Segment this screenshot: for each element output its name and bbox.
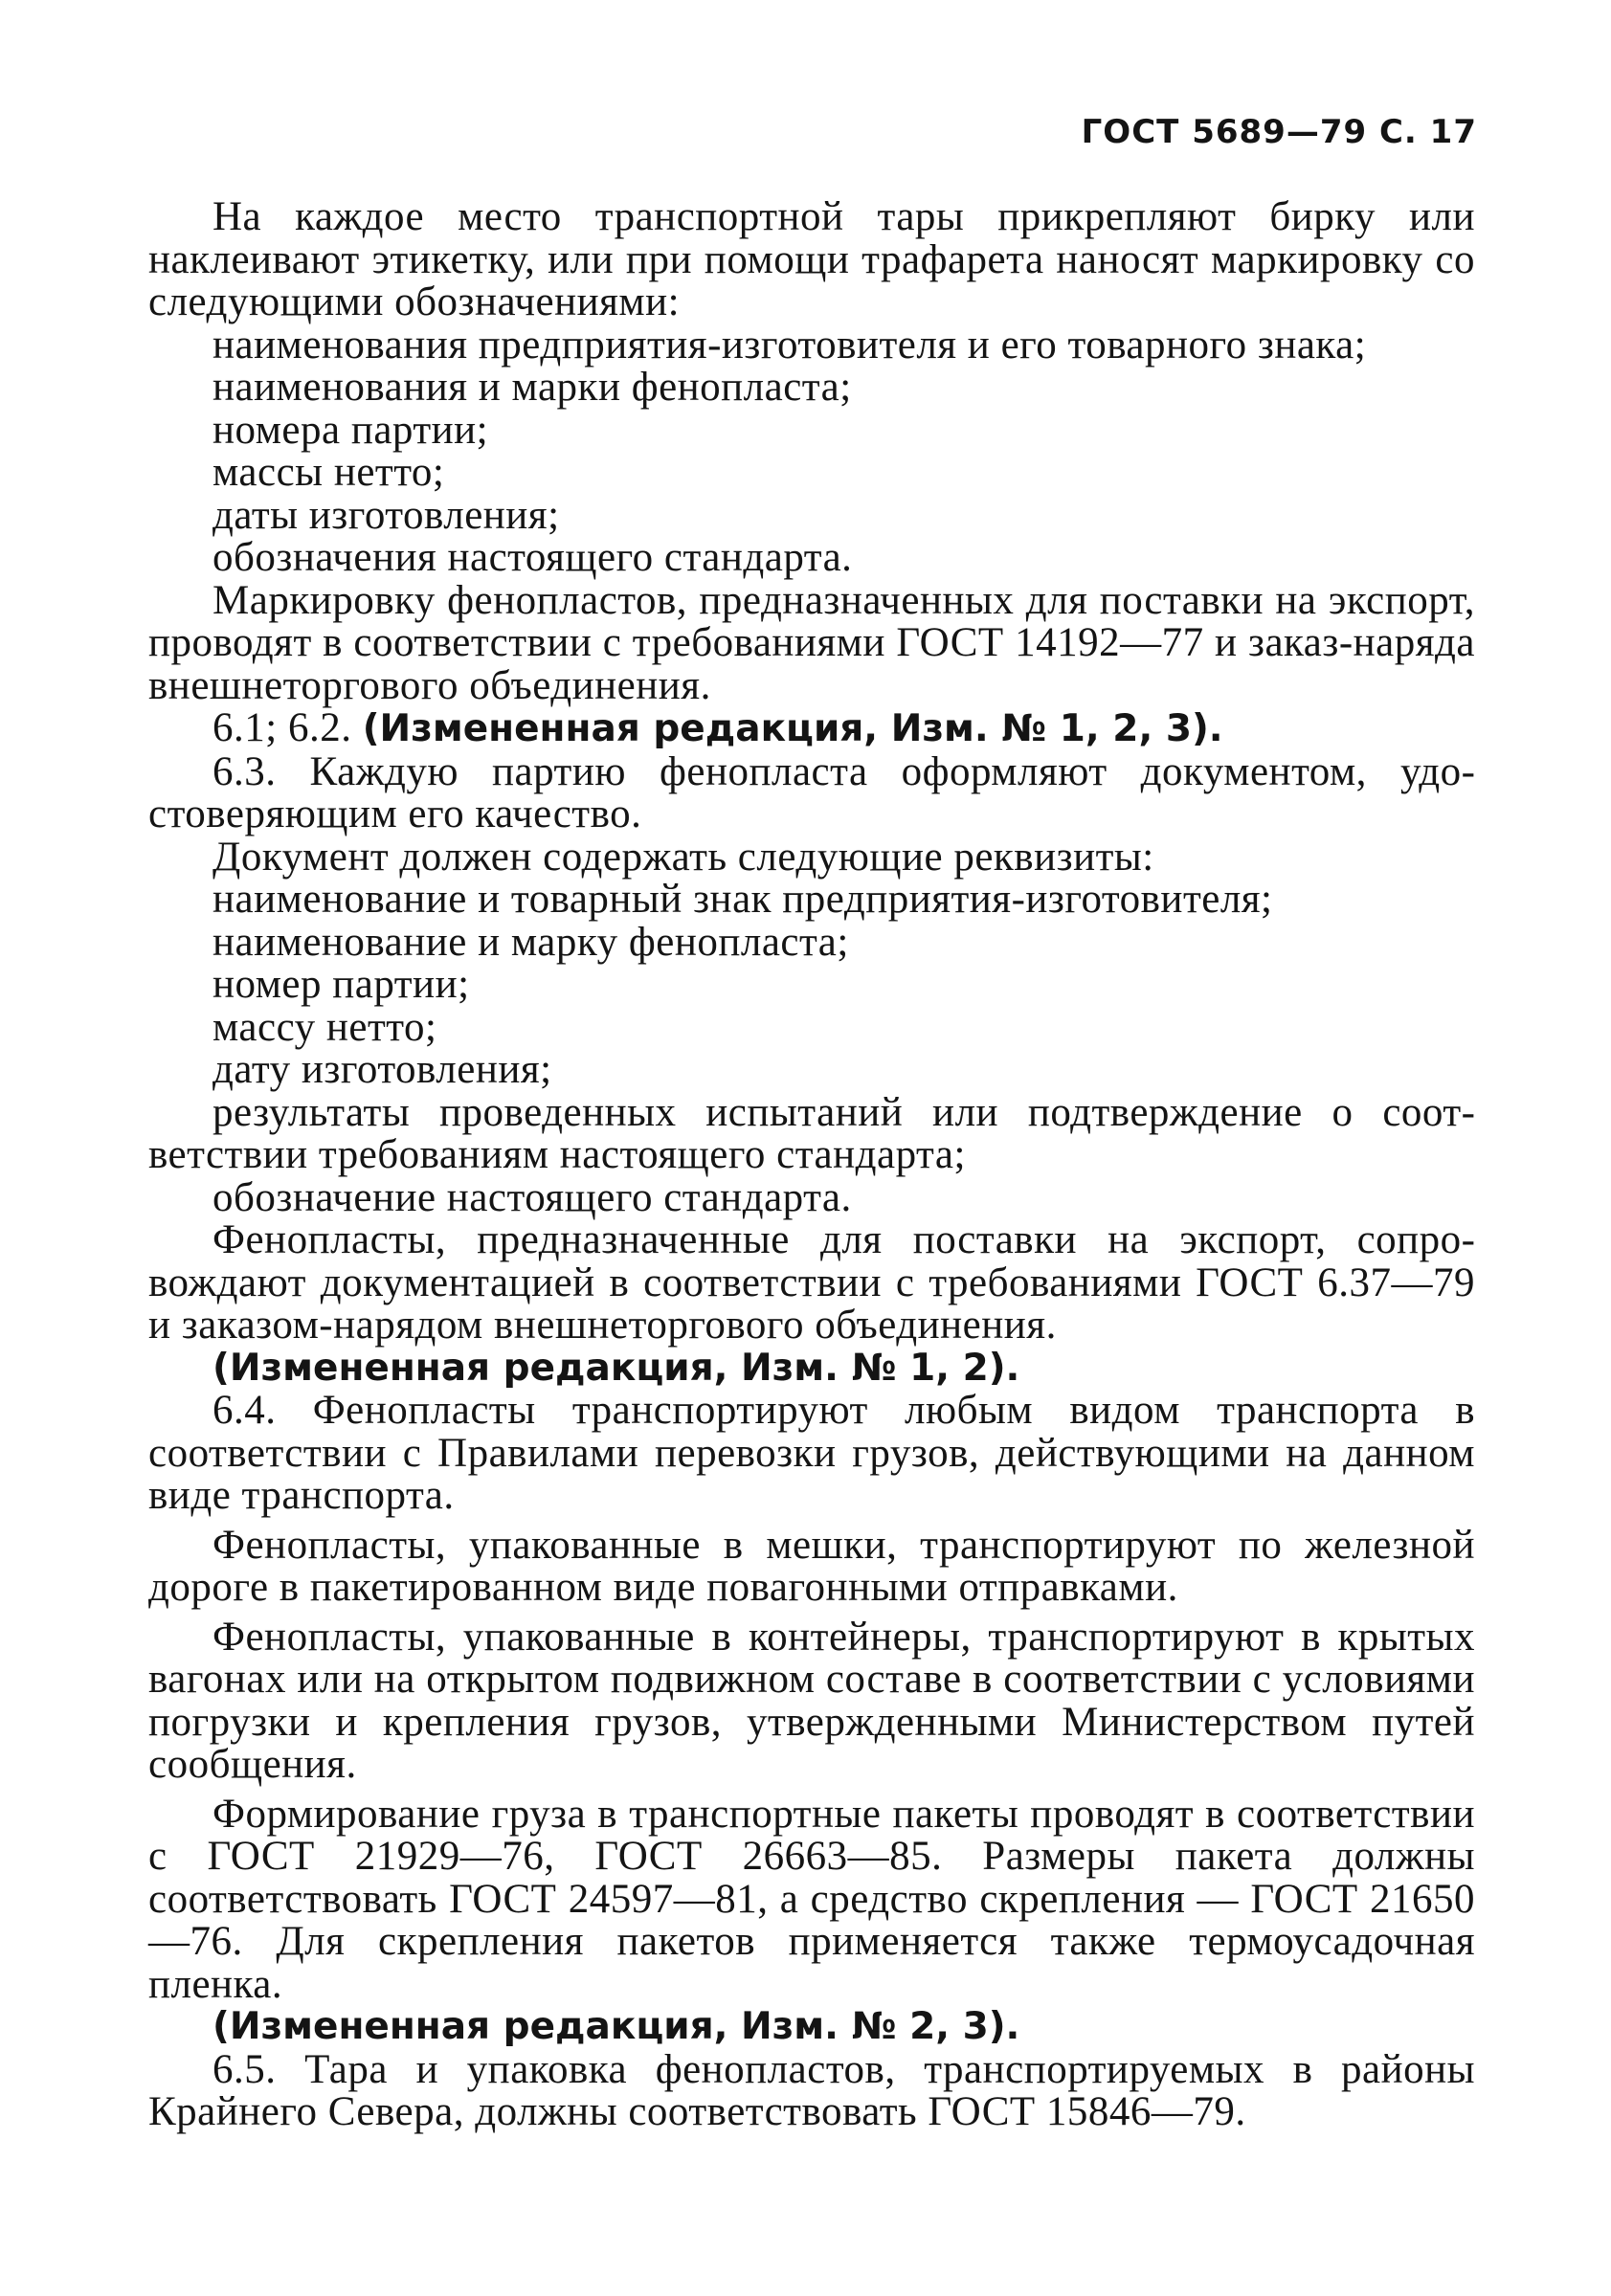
- list-item: обозначение настоящего стандарта.: [213, 1174, 852, 1220]
- paragraph-bags-transport: Фенопласты, упакованные в мешки, транспортируют по железной дороге в пакетированном виде повагонными отправками.: [148, 1522, 1475, 1610]
- paragraph-6-1-6-2-note: [148, 707, 1475, 751]
- paragraph-export-marking: Маркировку фенопластов, предназначенных для поставки на экспорт, проводят в соответствии с требованиями ГОСТ 14192—77 и заказ-наряда внешнеторгового объединения.: [148, 577, 1475, 708]
- list-item: наименование и марку фенопласта;: [213, 919, 849, 965]
- paragraph-transport-packages: Формирование груза в транспортные пакеты проводят в соответствии с ГОСТ 21929—76, ГОСТ 26663—85. Размеры пакета должны соответствовать ГОСТ 24597—81, а средство скрепления — ГОСТ 21650—76. Для скрепления пакетов применяется также термоусадочная пленка.: [148, 1791, 1475, 2007]
- paragraph-containers-transport: Фенопласты, упакованные в контейнеры, транспортируют в крытых вагонах или на открытом подвижном составе в соответствии с условиями погрузки и крепления грузов, утвержденными Министерством путей сообщения.: [148, 1614, 1475, 1787]
- list-item: дату изготовления;: [213, 1047, 552, 1092]
- list-item: массу нетто;: [213, 1004, 437, 1050]
- amendment-note: (Измененная редакция, Изм. № 2, 3).: [213, 2005, 1020, 2048]
- page-body: [148, 196, 1475, 2134]
- list-item: наименования предприятия-изготовителя и его товарного знака;: [213, 322, 1367, 368]
- clause-number: 6.1; 6.2.: [213, 705, 352, 750]
- list-item: результаты проведенных испытаний или подтверждение о соответствии требованиям настоящего стандарта;: [148, 1089, 1475, 1177]
- paragraph-6-5: 6.5. Тара и упаковка фенопластов, транспортируемых в районы Крайнего Севера, должны соответствовать ГОСТ 15846—79.: [148, 2046, 1475, 2134]
- paragraph-6-4: 6.4. Фенопласты транспортируют любым видом транспорта в соответствии с Правилами перевозки грузов, действующими на данном виде транспорта.: [148, 1388, 1475, 1518]
- amendment-note: (Измененная редакция, Изм. № 1, 2).: [213, 1346, 1020, 1390]
- list-item: наименование и товарный знак предприятия-изготовителя;: [213, 877, 1273, 922]
- list-item: номера партии;: [213, 407, 489, 453]
- paragraph-requisites-intro: Документ должен содержать следующие реквизиты:: [213, 834, 1154, 880]
- amendment-note: (Измененная редакция, Изм. № 1, 2, 3).: [362, 707, 1223, 750]
- list-item: наименования и марки фенопласта;: [213, 365, 852, 410]
- list-item: массы нетто;: [213, 450, 445, 495]
- list-item: номер партии;: [213, 962, 470, 1007]
- paragraph-6-3: 6.3. Каждую партию фенопласта оформляют документом, удостоверяющим его качество.: [148, 748, 1475, 836]
- list-item: обозначения настоящего стандарта.: [213, 535, 853, 580]
- paragraph-export-documents: Фенопласты, предназначенные для поставки на экспорт, сопровождают документацией в соответствии с требованиями ГОСТ 6.37—79 и заказом-нарядом внешнеторгового объединения.: [148, 1217, 1475, 1348]
- list-item: даты изготовления;: [213, 492, 560, 538]
- paragraph-marking-intro: На каждое место транспортной тары прикрепляют бирку или наклеивают этикетку, или при помощи трафарета наносят маркировку со следующими обозначениями:: [148, 194, 1475, 324]
- running-header: ГОСТ 5689—79 С. 17: [1081, 113, 1477, 151]
